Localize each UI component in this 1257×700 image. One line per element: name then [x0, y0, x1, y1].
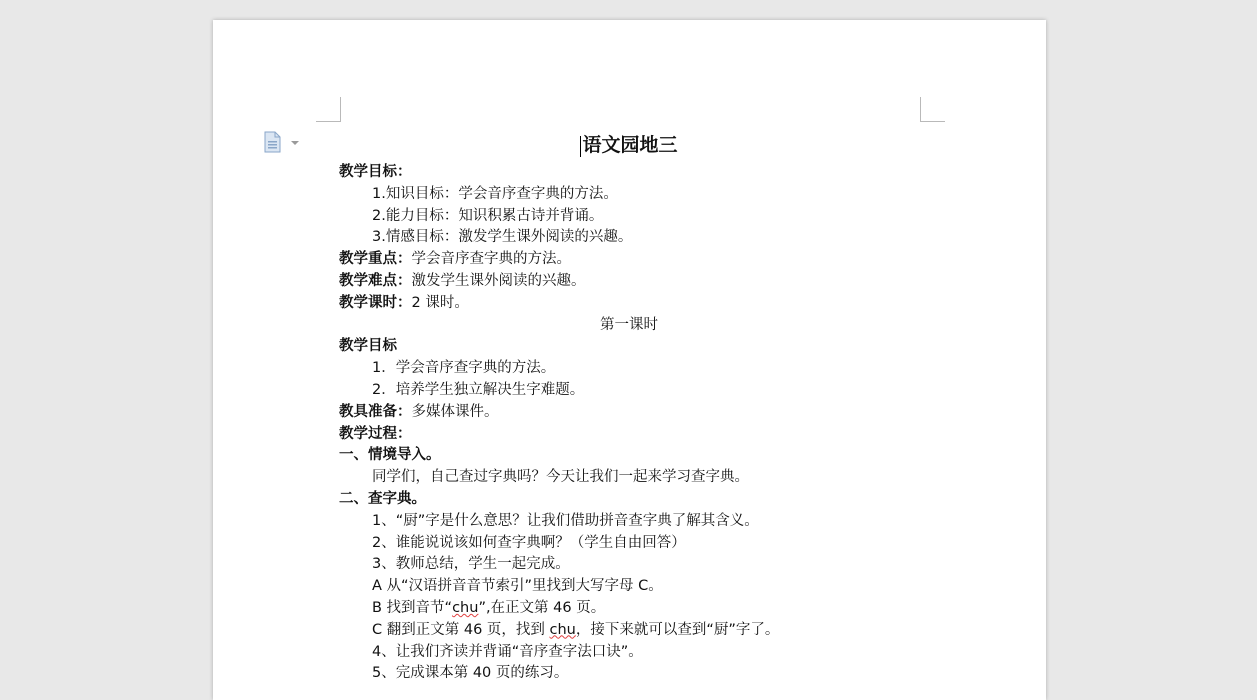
margin-corner-top-right — [920, 97, 945, 122]
tools-line: 教具准备：多媒体课件。 — [339, 403, 499, 420]
section2-step: B 找到音节“chu”,在正文第 46 页。 — [372, 599, 606, 616]
lesson-heading: 第一课时 — [600, 316, 658, 333]
objective-item: 1.知识目标：学会音序查字典的方法。 — [372, 185, 618, 202]
hours-line: 教学课时：2 课时。 — [339, 294, 469, 311]
section2-heading: 二、查字典。 — [339, 490, 426, 507]
process-label: 教学过程： — [339, 425, 412, 442]
lesson-objective-item: 1．学会音序查字典的方法。 — [372, 360, 556, 377]
spellcheck-word[interactable]: chu — [549, 621, 576, 638]
section1-heading: 一、情境导入。 — [339, 447, 441, 464]
spellcheck-word[interactable]: chu — [452, 599, 479, 616]
section2-item: 4、让我们齐读并背诵“音序查字法口诀”。 — [372, 643, 643, 660]
objective-item: 2.能力目标：知识积累古诗并背诵。 — [372, 207, 604, 224]
paste-options-button[interactable] — [263, 131, 303, 153]
section1-text: 同学们，自己查过字典吗？今天让我们一起来学习查字典。 — [372, 469, 749, 486]
paste-options-icon — [263, 131, 303, 153]
lesson-objective-item: 2．培养学生独立解决生字难题。 — [372, 381, 585, 398]
section2-item: 2、谁能说说该如何查字典啊？（学生自由回答） — [372, 534, 686, 551]
section2-step: C 翻到正文第 46 页，找到 chu，接下来就可以查到“厨”字了。 — [372, 621, 780, 638]
key-point-line: 教学重点：学会音序查字典的方法。 — [339, 251, 571, 268]
lesson-objectives-label: 教学目标 — [339, 338, 397, 355]
document-body[interactable] — [339, 128, 919, 685]
objectives-label: 教学目标： — [339, 164, 412, 180]
document-page[interactable] — [213, 20, 1046, 700]
section2-item: 3、教师总结，学生一起完成。 — [372, 556, 570, 573]
margin-corner-top-left — [316, 97, 341, 122]
section2-item: 5、完成课本第 40 页的练习。 — [372, 665, 569, 682]
section2-item: 1、“厨”字是什么意思？让我们借助拼音查字典了解其含义。 — [372, 512, 759, 529]
section2-step: A 从“汉语拼音音节索引”里找到大写字母 C。 — [372, 578, 663, 595]
difficulty-line: 教学难点：激发学生课外阅读的兴趣。 — [339, 272, 586, 289]
document-title: 语文园地三 — [582, 134, 678, 156]
objective-item: 3.情感目标：激发学生课外阅读的兴趣。 — [372, 229, 633, 246]
